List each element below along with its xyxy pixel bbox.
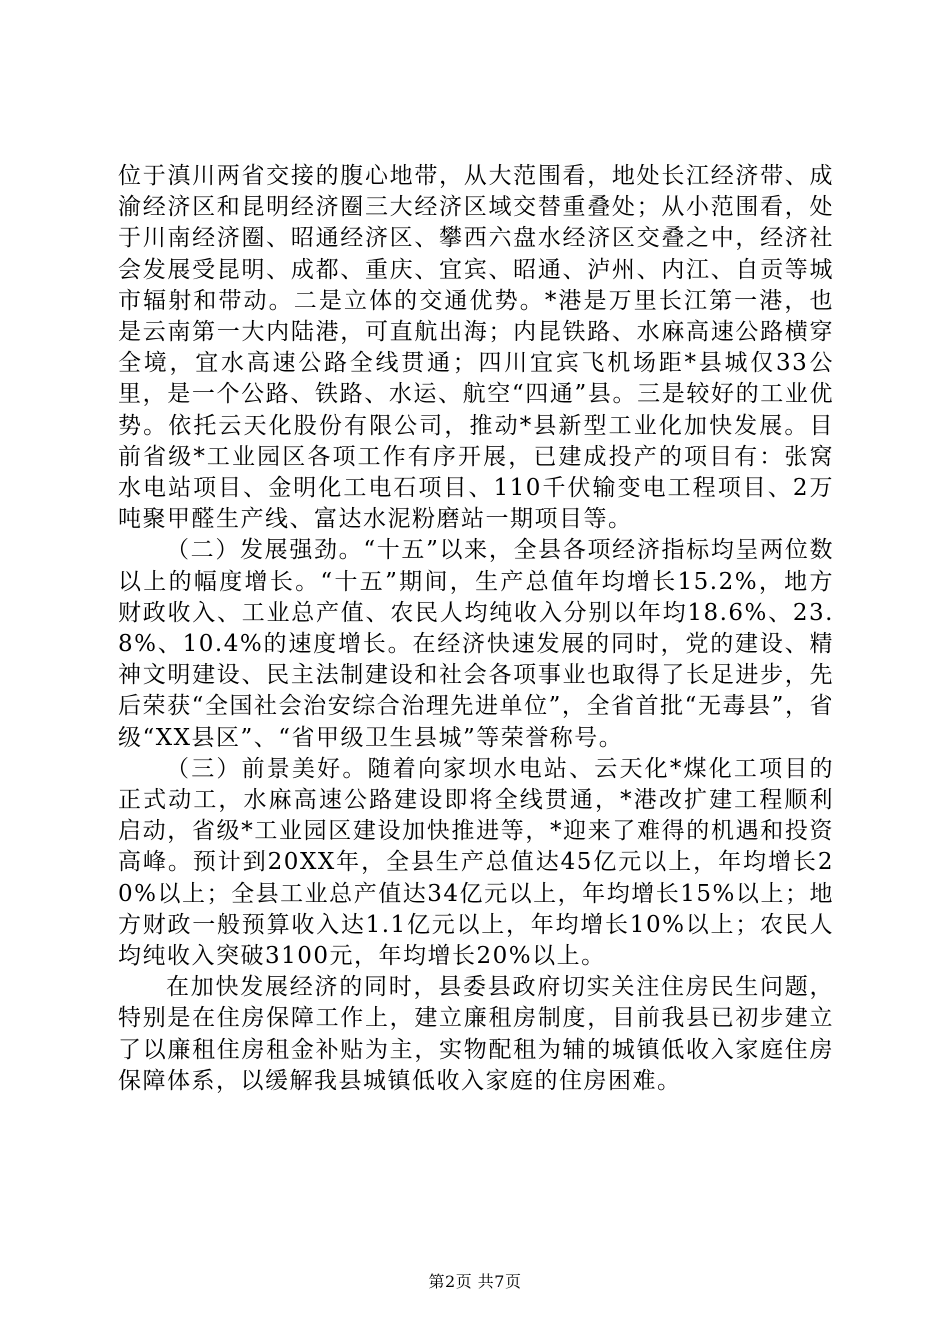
paragraph-section-2: （二）发展强劲。“十五”以来，全县各项经济指标均呈两位数以上的幅度增长。“十五”期间，生产总值年均增长15.2%，地方财政收入、工业总产值、农民人均纯收入分别以年均18.6%、23.8%、10.4%的速度增长。在经济快速发展的同时，党的建设、精神文明建设、民主法制建设和社会各项事业也取得了长足进步，先后荣获“全国社会治安综合治理先进单位”，全省首批“无毒县”，省级“XX县区”、“省甲级卫生县城”等荣誉称号。 (118, 537, 834, 751)
page-footer: 第2页 共7页 (428, 1272, 522, 1291)
paragraph-continuation: 位于滇川两省交接的腹心地带，从大范围看，地处长江经济带、成渝经济区和昆明经济圈三大经济区域交替重叠处；从小范围看，处于川南经济圈、昭通经济区、攀西六盘水经济区交叠之中，经济社会发展受昆明、成都、重庆、宜宾、昭通、泸州、内江、自贡等城市辐射和带动。二是立体的交通优势。*港是万里长江第一港，也是云南第一大内陆港，可直航出海；内昆铁路、水麻高速公路横穿全境，宜水高速公路全线贯通；四川宜宾飞机场距*县城仅33公里，是一个公路、铁路、水运、航空“四通”县。三是较好的工业优势。依托云天化股份有限公司，推动*县新型工业化加快发展。目前省级*工业园区各项工作有序开展，已建成投产的项目有：张窝水电站项目、金明化工电石项目、110千伏输变电工程项目、2万吨聚甲醛生产线、富达水泥粉磨站一期项目等。 (118, 163, 834, 533)
paragraph-section-3: （三）前景美好。随着向家坝水电站、云天化*煤化工项目的正式动工，水麻高速公路建设即将全线贯通，*港改扩建工程顺利启动，省级*工业园区建设加快推进等，*迎来了难得的机遇和投资高峰。预计到20XX年，全县生产总值达45亿元以上，年均增长20%以上；全县工业总产值达34亿元以上，年均增长15%以上；地方财政一般预算收入达1.1亿元以上，年均增长10%以上；农民人均纯收入突破3100元，年均增长20%以上。 (118, 755, 834, 970)
document-body (118, 161, 834, 1097)
paragraph-housing: 在加快发展经济的同时，县委县政府切实关注住房民生问题，特别是在住房保障工作上，建立廉租房制度，目前我县已初步建立了以廉租住房租金补贴为主，实物配租为辅的城镇低收入家庭住房保障体系，以缓解我县城镇低收入家庭的住房困难。 (118, 974, 834, 1094)
